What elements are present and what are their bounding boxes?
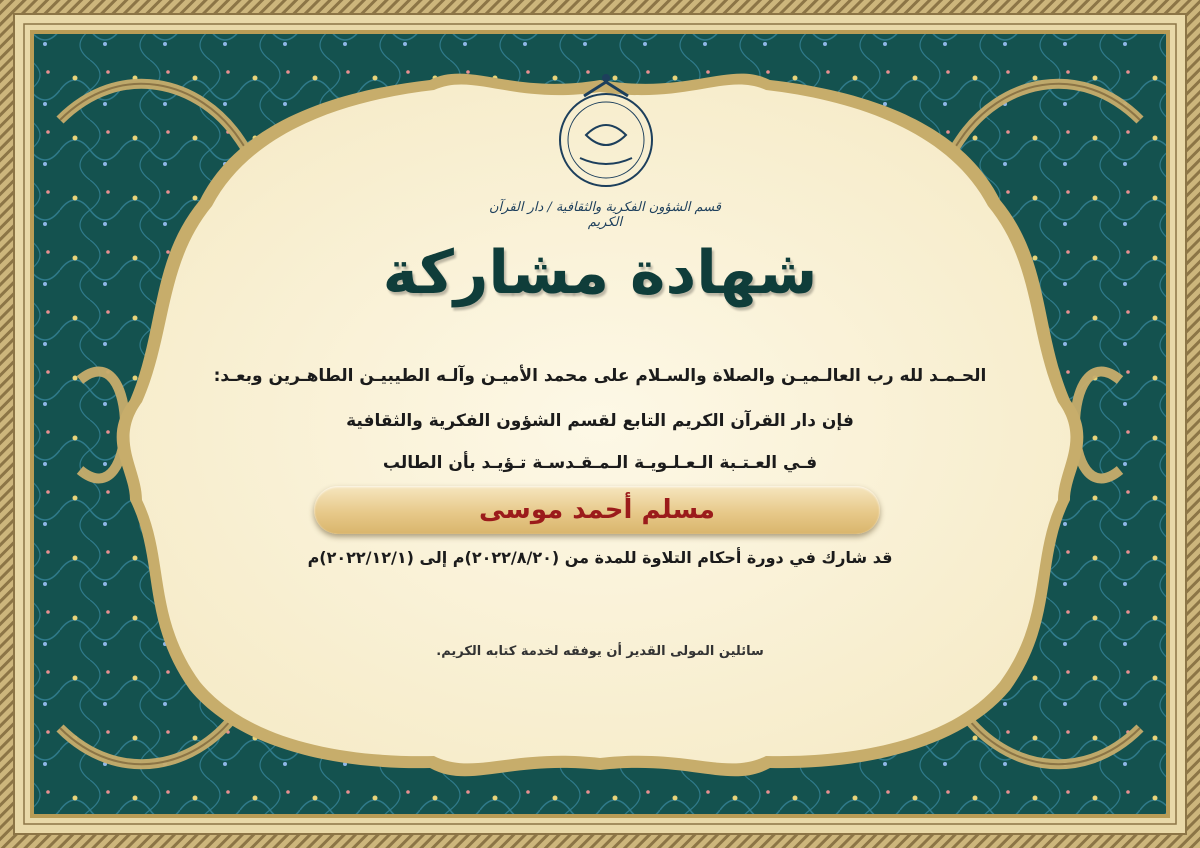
course-participation-line: قد شارك في دورة أحكام التلاوة للمدة من (٢٠٢٢/٨/٢٠)م إلى (٢٠٢٢/١٢/١)م (307, 548, 893, 567)
student-name-banner (314, 486, 880, 534)
opening-praise-line: الحـمـد لله رب العالـميـن والصلاة والسـلام على محمد الأميـن وآلـه الطيبيـن الطاهـرين وبعـد: (213, 366, 987, 386)
certificate-title: شهادة مشاركة (382, 238, 818, 308)
student-name: مسلم أحمد موسى (478, 495, 716, 525)
department-line: قسم الشؤون الفكرية والثقافية / دار القرآن الكريم (488, 200, 721, 230)
issuer-line: فإن دار القرآن الكريم التابع لقسم الشؤون الفكرية والثقافية (346, 411, 854, 431)
closing-prayer-line: سائلين المولى القدير أن يوفقه لخدمة كتابه الكريم. (436, 644, 764, 659)
affirmation-line: فـي العـتـبة الـعـلـويـة الـمـقـدسـة تـؤيـد بأن الطالب (382, 453, 818, 473)
